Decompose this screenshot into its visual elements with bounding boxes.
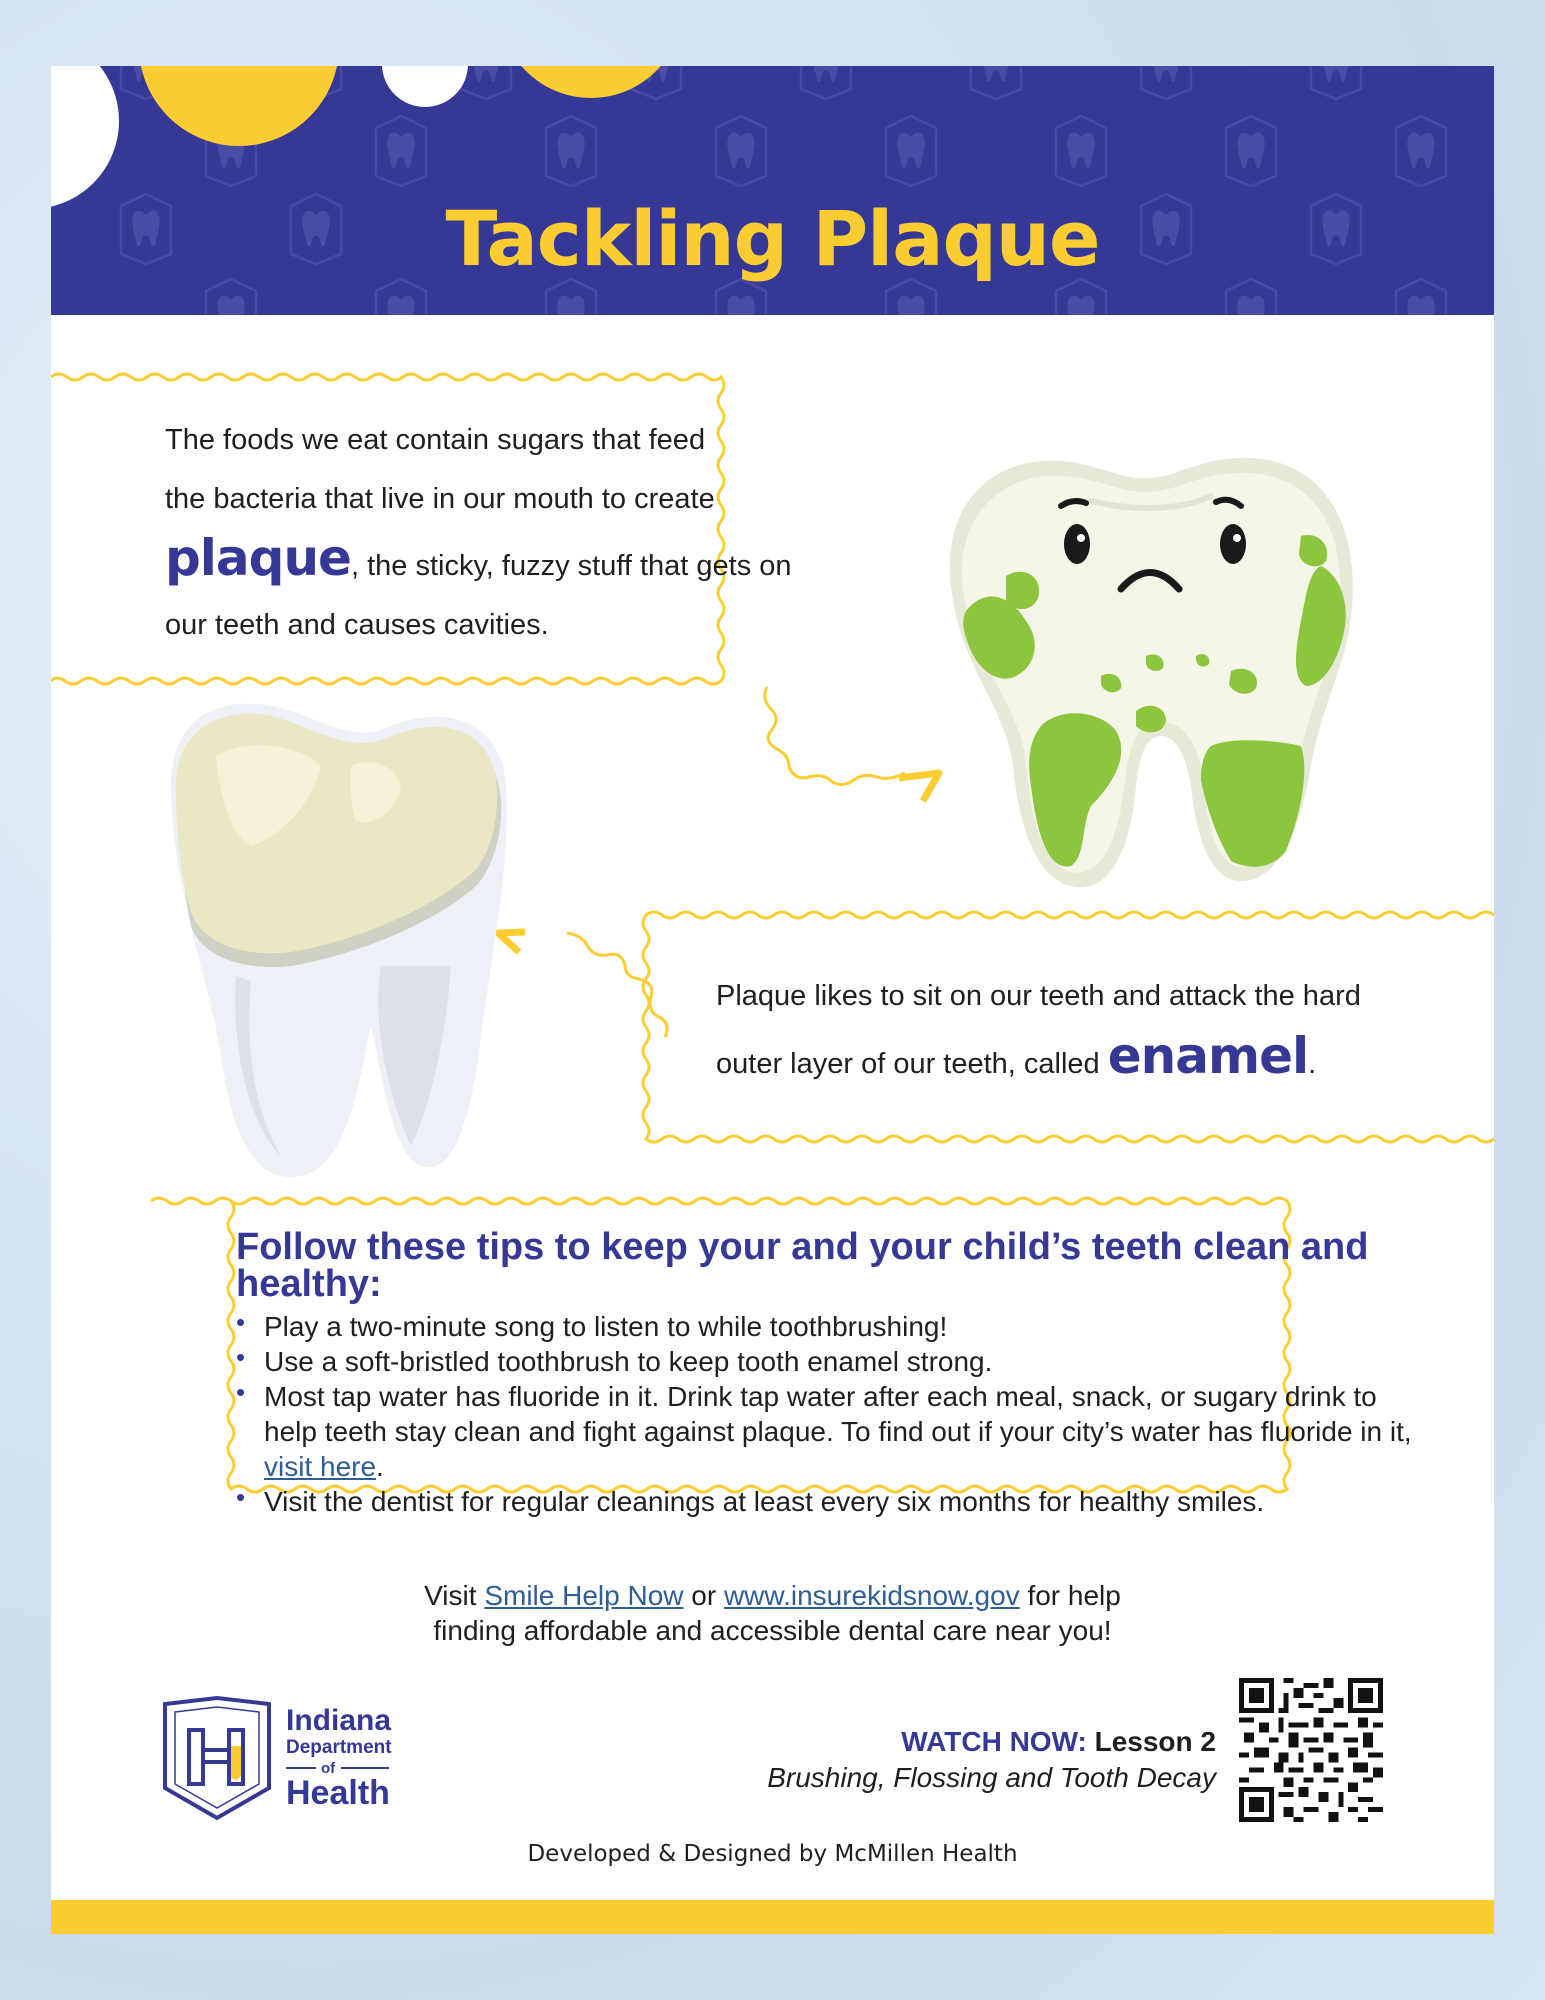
callout-enamel-text bbox=[716, 966, 1416, 1094]
lesson-title: Brushing, Flossing and Tooth Decay bbox=[767, 1762, 1216, 1793]
plaque-term: plaque bbox=[165, 529, 351, 587]
tip-item: • Use a soft-bristled toothbrush to keep tooth enamel strong. bbox=[236, 1344, 1426, 1379]
insurekidsnow-link[interactable]: www.insurekidsnow.gov bbox=[723, 1580, 1020, 1611]
logo-line-1: Indiana bbox=[286, 1704, 392, 1737]
visit-line-2: finding affordable and accessible dental care near you! bbox=[433, 1615, 1112, 1646]
enamel-term: enamel bbox=[1107, 1027, 1309, 1085]
arrow-to-enamel-tooth bbox=[567, 933, 667, 1037]
callout-2-end: . bbox=[1308, 1048, 1317, 1080]
logo-line-2: Department bbox=[286, 1737, 392, 1758]
tip-3-end: . bbox=[376, 1451, 384, 1482]
enamel-tooth-illustration bbox=[171, 704, 507, 1178]
callout-2-line-1: Plaque likes to sit on our teeth and attack the hard bbox=[716, 980, 1361, 1012]
tip-item: • Play a two-minute song to listen to while toothbrushing! bbox=[236, 1309, 1426, 1344]
arrowhead-1 bbox=[899, 773, 939, 801]
flyer-page bbox=[51, 66, 1494, 1934]
dental-care-resources bbox=[51, 1578, 1494, 1648]
tips-section bbox=[236, 1226, 1426, 1519]
indiana-health-logo bbox=[161, 1696, 431, 1826]
tip-item bbox=[236, 1379, 1426, 1484]
callout-1-line-1: The foods we eat contain sugars that feed bbox=[165, 424, 706, 456]
callout-1-line-2: the bacteria that live in our mouth to create bbox=[165, 483, 715, 515]
tip-item: • Visit the dentist for regular cleanings at least every six months for healthy smiles. bbox=[236, 1484, 1426, 1519]
tips-heading: Follow these tips to keep your and your child’s teeth clean and healthy: bbox=[236, 1226, 1369, 1305]
credit-line: Developed & Designed by McMillen Health bbox=[527, 1841, 1018, 1867]
qr-code[interactable] bbox=[1239, 1678, 1383, 1822]
watch-now-line bbox=[767, 1724, 1216, 1760]
callout-2-line-2-text: outer layer of our teeth, called bbox=[716, 1048, 1100, 1080]
smile-help-now-link[interactable]: Smile Help Now bbox=[484, 1580, 684, 1611]
callout-1-line-3-rest: , the sticky, fuzzy stuff that gets on bbox=[350, 550, 792, 582]
tips-list bbox=[236, 1309, 1426, 1519]
visit-middle: or bbox=[691, 1580, 717, 1611]
visit-here-link[interactable]: visit here bbox=[264, 1451, 377, 1482]
visit-line-1 bbox=[51, 1578, 1494, 1613]
callout-plaque-text bbox=[165, 411, 845, 655]
arrow-to-plaque-tooth bbox=[765, 687, 905, 785]
footer-bar bbox=[51, 1900, 1494, 1934]
tip-3-text: Most tap water has fluoride in it. Drink tap water after each meal, snack, or sugary drink to help teeth stay clean and fight against plaque. To find out if your city’s water has fluoride in it, bbox=[264, 1381, 1412, 1447]
visit-prefix: Visit bbox=[424, 1580, 477, 1611]
lesson-label: Lesson 2 bbox=[1094, 1726, 1216, 1757]
visit-suffix: for help bbox=[1027, 1580, 1121, 1611]
plaque-tooth-illustration bbox=[950, 458, 1353, 887]
arrowhead-2 bbox=[498, 932, 525, 952]
callout-1-line-3 bbox=[165, 529, 845, 596]
watch-now-label: WATCH NOW: bbox=[901, 1726, 1087, 1757]
callout-2-line-2 bbox=[716, 1026, 1416, 1094]
page-title: Tackling Plaque bbox=[445, 194, 1100, 283]
watch-now-block bbox=[767, 1724, 1216, 1796]
logo-line-4: Health bbox=[286, 1774, 390, 1812]
callout-1-line-4: our teeth and causes cavities. bbox=[165, 609, 549, 641]
logo-line-3: of bbox=[321, 1760, 336, 1777]
